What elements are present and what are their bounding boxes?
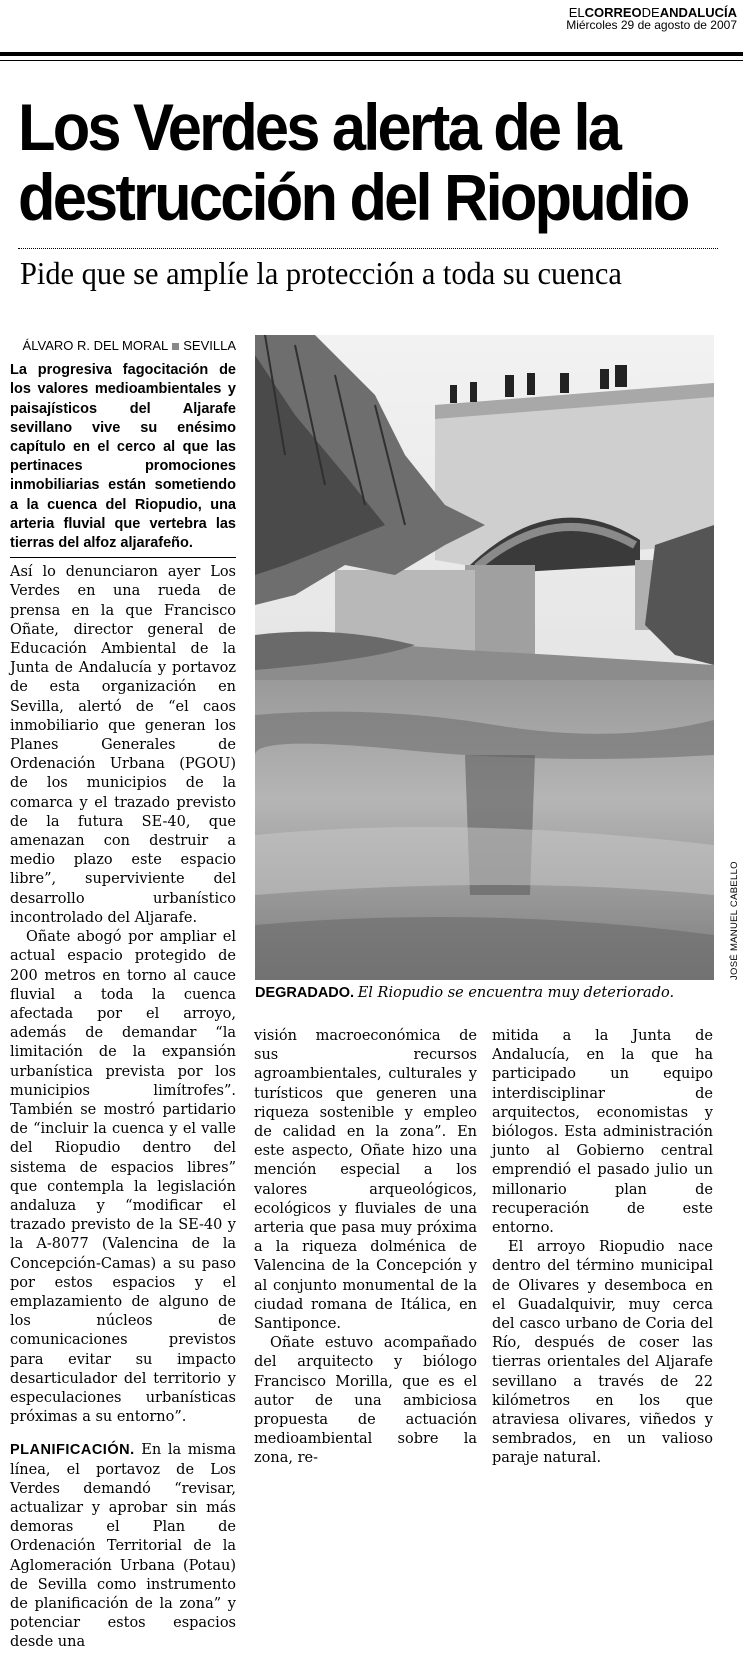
- headline-line-2: destrucción del Riopudio: [18, 160, 688, 234]
- masthead-rule: [0, 52, 743, 56]
- caption-text: El Riopudio se encuentra muy deteriorado.: [357, 985, 675, 1001]
- body-paragraph: Oñate abogó por ampliar el actual espacio protegido de 200 metros en torno al cauce fluvial a toda la cuenca afectada por el arroyo, además de demandar “la limitación de la expansión urbanística prevista por los municipios limítrofes”. También se mostró partidario de “incluir la cuenca y el valle del Riopudio dentro del sistema de espacios libres” que contempla la legislación andaluza y “modificar el trazado previsto de la SE-40 y la A-8077 (Valencina de la Concepción-Camas) a su paso por estos espacios y el emplazamiento de alguno de los núcleos de comunicaciones previstos para evitar su impacto desarticulador del territorio y especulaciones urbanísticas próximas a su entorno”.: [10, 929, 236, 1426]
- bridge-river-illustration: [255, 335, 714, 980]
- news-photo: [255, 335, 714, 980]
- body-paragraph: mitida a la Junta de Andalucía, en la que ha participado un equipo interdisciplinar de arquitectos, economistas y biólogos. Esta administración junto al Gobierno central emprendió el pasado julio un millonario plan de recuperación de este entorno.: [492, 1028, 713, 1237]
- masthead-rule-thin: [0, 60, 743, 61]
- body-paragraph: Oñate estuvo acompañado del arquitecto y biólogo Francisco Morilla, que es el autor de una ambiciosa propuesta de actuación medioambiental sobre la zona, re-: [254, 1335, 477, 1467]
- caption-label: DEGRADADO.: [255, 985, 355, 1001]
- headline: [18, 90, 688, 234]
- body-text: En la misma línea, el portavoz de Los Verdes demandó “revisar, actualizar y aprobar sin más demoras el Plan de Ordenación Territorial de la Aglomeración Urbana (Potau) de Sevilla como instrumento de planificación de la zona” y potenciar estos espacios desde una: [10, 1442, 236, 1651]
- body-paragraph: El arroyo Riopudio nace dentro del término municipal de Olivares y desemboca en el Guadalquivir, muy cerca del casco urbano de Coria del Río, después de coser las tierras orientales del Aljarafe sevillano a través de 22 kilómetros en los que atraviesa olivares, viñedos y sembrados, en un valioso paraje natural.: [492, 1239, 713, 1467]
- newspaper-logo: ELCORREODEANDALUCÍA: [568, 5, 737, 20]
- byline-location: SEVILLA: [183, 338, 236, 353]
- byline-author: ÁLVARO R. DEL MORAL: [22, 338, 169, 353]
- headline-line-1: Los Verdes alerta de la: [18, 90, 620, 164]
- masthead: [566, 6, 737, 32]
- subheadline: Pide que se amplíe la protección a toda su cuenca: [20, 255, 622, 291]
- photo-credit: JOSÉ MANUEL CABELLO: [729, 861, 740, 980]
- column-2: [254, 1027, 477, 1469]
- square-bullet-icon: [172, 343, 179, 350]
- lead-paragraph: La progresiva fagocitación de los valores medioambientales y paisajísticos del Aljarafe sevillano vive su enésimo capítulo en el cerco al que las pertinaces promociones inmobiliarias están sometiendo a la cuenca del Riopudio, una arteria fluvial que vertebra las tierras del alfoz aljarafeño.: [10, 361, 236, 558]
- body-paragraph: visión macroeconómica de sus recursos agroambientales, culturales y turísticos que generen una riqueza sostenible y empleo de calidad en la zona”. En este aspecto, Oñate hizo una mención especial a los valores arqueológicos, ecológicos y fluviales de una arteria que pasa muy próxima a la riqueza dolménica de Valencina de la Concepción y al conjunto monumental de la ciudad romana de Itálica, en Santiponce.: [254, 1028, 477, 1333]
- body-paragraph: Así lo denunciaron ayer Los Verdes en una rueda de prensa en la que Francisco Oñate, director general de Educación Ambiental de la Junta de Andalucía y portavoz de esta organización en Sevilla, alertó de “el caos inmobiliario que generan los Planes Generales de Ordenación Urbana (PGOU) de los municipios de la comarca y el trazado previsto de la futura SE-40, que amenazan con destruir a medio plazo este espacio libre”, superviviente del desarrollo urbanístico incontrolado del Aljarafe.: [10, 564, 236, 926]
- byline: [10, 336, 236, 355]
- body-paragraph: [10, 1441, 236, 1652]
- issue-date: Miércoles 29 de agosto de 2007: [566, 18, 737, 32]
- headline-divider: [18, 248, 718, 249]
- photo-caption: [255, 984, 725, 1002]
- column-3: [492, 1027, 713, 1469]
- column-1: [10, 336, 236, 1653]
- section-subtitle: PLANIFICACIÓN.: [10, 1442, 135, 1459]
